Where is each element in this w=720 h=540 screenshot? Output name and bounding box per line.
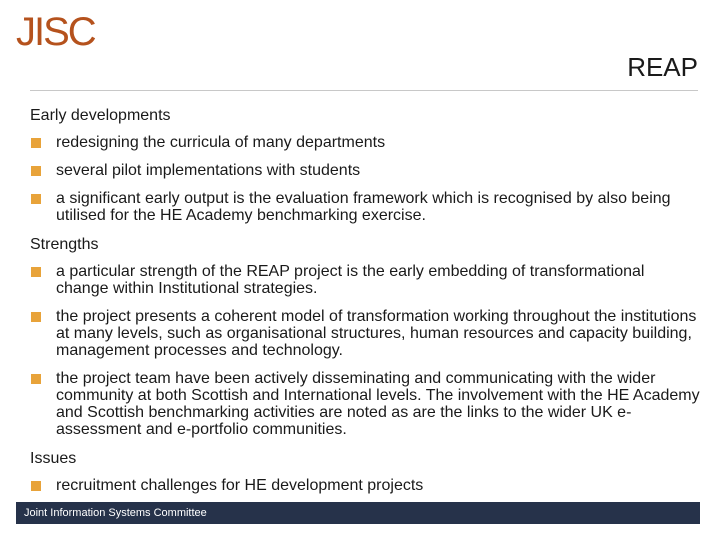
list-item xyxy=(30,477,700,494)
bullet-text: the project presents a coherent model of transformation working throughout the institutions at many levels, such as organisational structures, human resources and capacity building, management processes and technology. xyxy=(56,308,697,359)
list-item xyxy=(30,370,700,438)
bullet-text: redesigning the curricula of many departments xyxy=(56,134,386,151)
bullet-square-icon xyxy=(31,481,41,491)
footer-text: Joint Information Systems Committee xyxy=(24,507,207,519)
bullet-list xyxy=(30,134,700,224)
bullet-text: the project team have been actively disseminating and communicating with the wider community at both Scottish and International levels. The involvement with the HE Academy and Scottish benchmarking activities are noted as are the links to the wider UK e-assessment and e-portfolio communities. xyxy=(56,370,700,438)
bullet-square-icon xyxy=(31,194,41,204)
jisc-logo: JISC xyxy=(16,10,95,54)
bullet-list xyxy=(30,263,700,438)
footer-bar xyxy=(16,502,700,524)
list-item xyxy=(30,263,700,297)
list-item xyxy=(30,162,700,179)
section-strengths xyxy=(30,235,700,438)
list-item xyxy=(30,134,700,151)
section-heading: Issues xyxy=(30,450,77,467)
bullet-text: a significant early output is the evaluation framework which is recognised by also being utilised for the HE Academy benchmarking exercise. xyxy=(56,190,671,224)
bullet-text: a particular strength of the REAP project is the early embedding of transformational change within Institutional strategies. xyxy=(56,263,645,297)
title-divider xyxy=(30,90,698,91)
list-item xyxy=(30,190,700,224)
section-heading: Early developments xyxy=(30,107,171,124)
bullet-square-icon xyxy=(31,138,41,148)
bullet-square-icon xyxy=(31,312,41,322)
slide-title: REAP xyxy=(627,52,698,82)
bullet-list xyxy=(30,477,700,494)
slide-content xyxy=(30,106,700,505)
bullet-square-icon xyxy=(31,267,41,277)
section-early-developments xyxy=(30,106,700,224)
bullet-text: several pilot implementations with students xyxy=(56,162,361,179)
list-item xyxy=(30,308,700,359)
bullet-square-icon xyxy=(31,374,41,384)
bullet-text: recruitment challenges for HE development projects xyxy=(56,477,424,494)
section-issues xyxy=(30,449,700,494)
section-heading: Strengths xyxy=(30,236,99,253)
bullet-square-icon xyxy=(31,166,41,176)
